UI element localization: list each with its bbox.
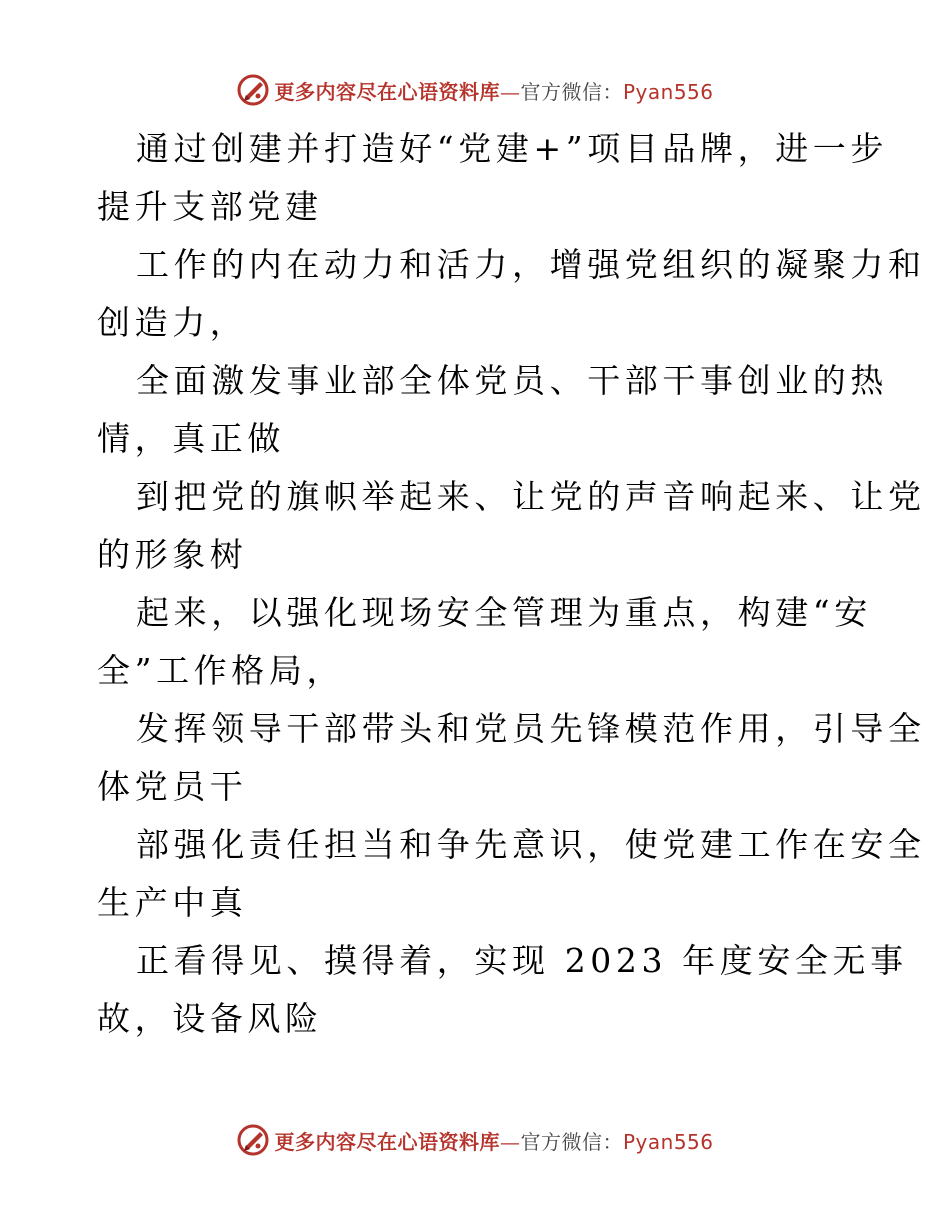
- footer-wechat-id: Pyan556: [622, 1129, 714, 1154]
- header-text: [274, 76, 713, 105]
- document-body: [97, 120, 926, 1048]
- footer-wechat-label: 官方微信：: [520, 1129, 623, 1154]
- paragraph: [97, 352, 888, 468]
- logo-icon: [236, 1123, 270, 1157]
- header-banner: [0, 70, 950, 110]
- paragraph-line: 故，设备风险: [97, 999, 323, 1038]
- paragraph: [97, 236, 926, 352]
- paragraph: [97, 468, 926, 584]
- header-dash: —: [499, 79, 521, 104]
- paragraph: [97, 932, 908, 1048]
- paragraph-line: 全”工作格局，: [97, 651, 345, 690]
- paragraph: [97, 120, 888, 236]
- paragraph-line: 情，真正做: [97, 419, 285, 458]
- paragraph-line: 提升支部党建: [97, 187, 323, 226]
- header-wechat-label: 官方微信：: [520, 79, 623, 104]
- paragraph: [97, 816, 926, 932]
- logo-icon: [236, 73, 270, 107]
- paragraph-line: 通过创建并打造好“党建+”项目品牌，进一步: [136, 129, 888, 168]
- footer-text: [274, 1126, 713, 1155]
- paragraph-line: 部强化责任担当和争先意识，使党建工作在安全: [136, 825, 926, 864]
- paragraph-line: 生产中真: [97, 883, 248, 922]
- paragraph: [97, 584, 872, 700]
- paragraph-line: 到把党的旗帜举起来、让党的声音响起来、让党: [136, 477, 926, 516]
- paragraph-line: 创造力，: [97, 303, 248, 342]
- header-wechat-id: Pyan556: [622, 79, 714, 104]
- footer-dash: —: [499, 1129, 521, 1154]
- paragraph-line: 正看得见、摸得着，实现 2023 年度安全无事: [136, 941, 908, 980]
- paragraph-line: 起来，以强化现场安全管理为重点，构建“安: [136, 593, 872, 632]
- paragraph: [97, 700, 926, 816]
- footer-banner: [0, 1120, 950, 1160]
- paragraph-line: 体党员干: [97, 767, 248, 806]
- header-brand: 更多内容尽在心语资料库: [274, 79, 500, 104]
- paragraph-line: 全面激发事业部全体党员、干部干事创业的热: [136, 361, 888, 400]
- paragraph-line: 工作的内在动力和活力，增强党组织的凝聚力和: [136, 245, 926, 284]
- paragraph-line: 发挥领导干部带头和党员先锋模范作用，引导全: [136, 709, 926, 748]
- footer-brand: 更多内容尽在心语资料库: [274, 1129, 500, 1154]
- paragraph-line: 的形象树: [97, 535, 248, 574]
